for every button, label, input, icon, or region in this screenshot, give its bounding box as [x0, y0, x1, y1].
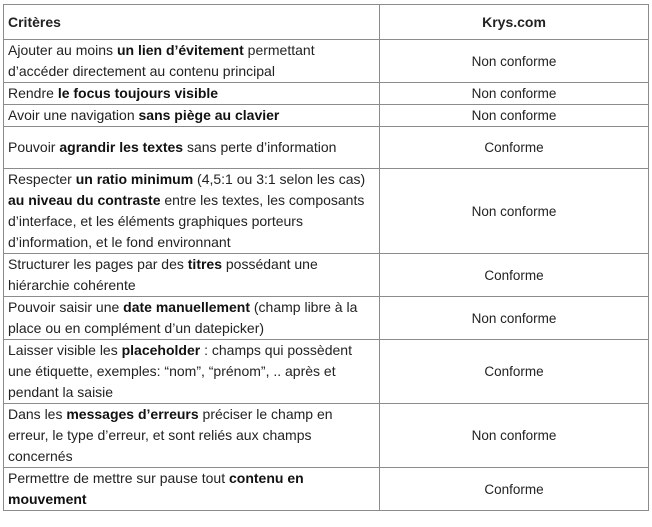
criterion-emphasis: un ratio minimum	[75, 171, 194, 187]
criterion-text: permettant d’accéder directement au contenu principal	[8, 42, 315, 79]
criterion-cell	[4, 127, 380, 169]
criterion-text: (champ libre à la place ou en complément d’un datepicker)	[8, 299, 358, 336]
header-criteria: Critères	[4, 5, 380, 40]
criterion-text: (4,5:1 ou 3:1 selon les cas)	[193, 171, 366, 187]
table-row	[4, 468, 649, 511]
criterion-cell	[4, 83, 380, 105]
table-row	[4, 404, 649, 468]
table-row	[4, 340, 649, 404]
accessibility-criteria-table	[3, 4, 649, 511]
criterion-emphasis: contenu en mouvement	[8, 470, 304, 507]
header-site: Krys.com	[380, 5, 649, 40]
criterion-emphasis: un lien d’évitement	[116, 42, 244, 58]
criterion-emphasis: date manuellement	[123, 299, 250, 315]
criterion-emphasis: le focus toujours visible	[57, 85, 219, 101]
criterion-text: Rendre	[8, 85, 58, 101]
criterion-text: Respecter	[8, 171, 76, 187]
table-row	[4, 40, 649, 83]
criterion-emphasis: placeholder	[121, 342, 201, 358]
criterion-text: préciser le champ en erreur, le type d’erreur, et sont reliés aux champs concernés	[8, 406, 333, 464]
criterion-text: Pouvoir saisir une	[8, 299, 124, 315]
table-row	[4, 83, 649, 105]
status-cell: Non conforme	[380, 105, 649, 127]
status-cell: Conforme	[380, 127, 649, 169]
criterion-cell	[4, 169, 380, 254]
status-cell: Non conforme	[380, 404, 649, 468]
criterion-emphasis: sans piège au clavier	[138, 107, 280, 123]
status-cell: Conforme	[380, 468, 649, 511]
status-cell: Conforme	[380, 254, 649, 297]
status-cell: Non conforme	[380, 40, 649, 83]
criterion-text: Avoir une navigation	[8, 107, 139, 123]
criterion-cell	[4, 254, 380, 297]
criterion-text: : champs qui possèdent une étiquette, exemples: “nom”, “prénom”, .. après et pendant la saisie	[8, 342, 352, 400]
table-row	[4, 297, 649, 340]
criterion-cell	[4, 105, 380, 127]
criterion-text: Permettre de mettre sur pause tout	[8, 470, 229, 486]
criterion-emphasis: au niveau du contraste	[8, 192, 161, 208]
criterion-text: Laisser visible les	[8, 342, 122, 358]
criterion-cell	[4, 404, 380, 468]
criterion-text: Ajouter au moins	[8, 42, 117, 58]
criterion-text: entre les textes, les composants d’interface, et les éléments graphiques porteurs d’information, et le fond environnant	[8, 192, 365, 250]
criterion-text: Structurer les pages par des	[8, 256, 188, 272]
status-cell: Non conforme	[380, 169, 649, 254]
criterion-text: Pouvoir	[8, 139, 60, 155]
criterion-emphasis: agrandir les textes	[59, 139, 184, 155]
criterion-cell	[4, 340, 380, 404]
status-cell: Conforme	[380, 340, 649, 404]
criteria-table-container	[3, 4, 649, 511]
table-header-row	[4, 5, 649, 40]
table-row	[4, 169, 649, 254]
table-row	[4, 254, 649, 297]
criterion-cell	[4, 40, 380, 83]
criterion-cell	[4, 297, 380, 340]
status-cell: Non conforme	[380, 297, 649, 340]
criterion-cell	[4, 468, 380, 511]
table-row	[4, 127, 649, 169]
criterion-text: Dans les	[8, 406, 67, 422]
criterion-text: sans perte d’information	[183, 139, 337, 155]
criterion-emphasis: titres	[187, 256, 222, 272]
criterion-emphasis: messages d’erreurs	[66, 406, 199, 422]
table-row	[4, 105, 649, 127]
criterion-text: possédant une hiérarchie cohérente	[8, 256, 318, 293]
status-cell: Non conforme	[380, 83, 649, 105]
